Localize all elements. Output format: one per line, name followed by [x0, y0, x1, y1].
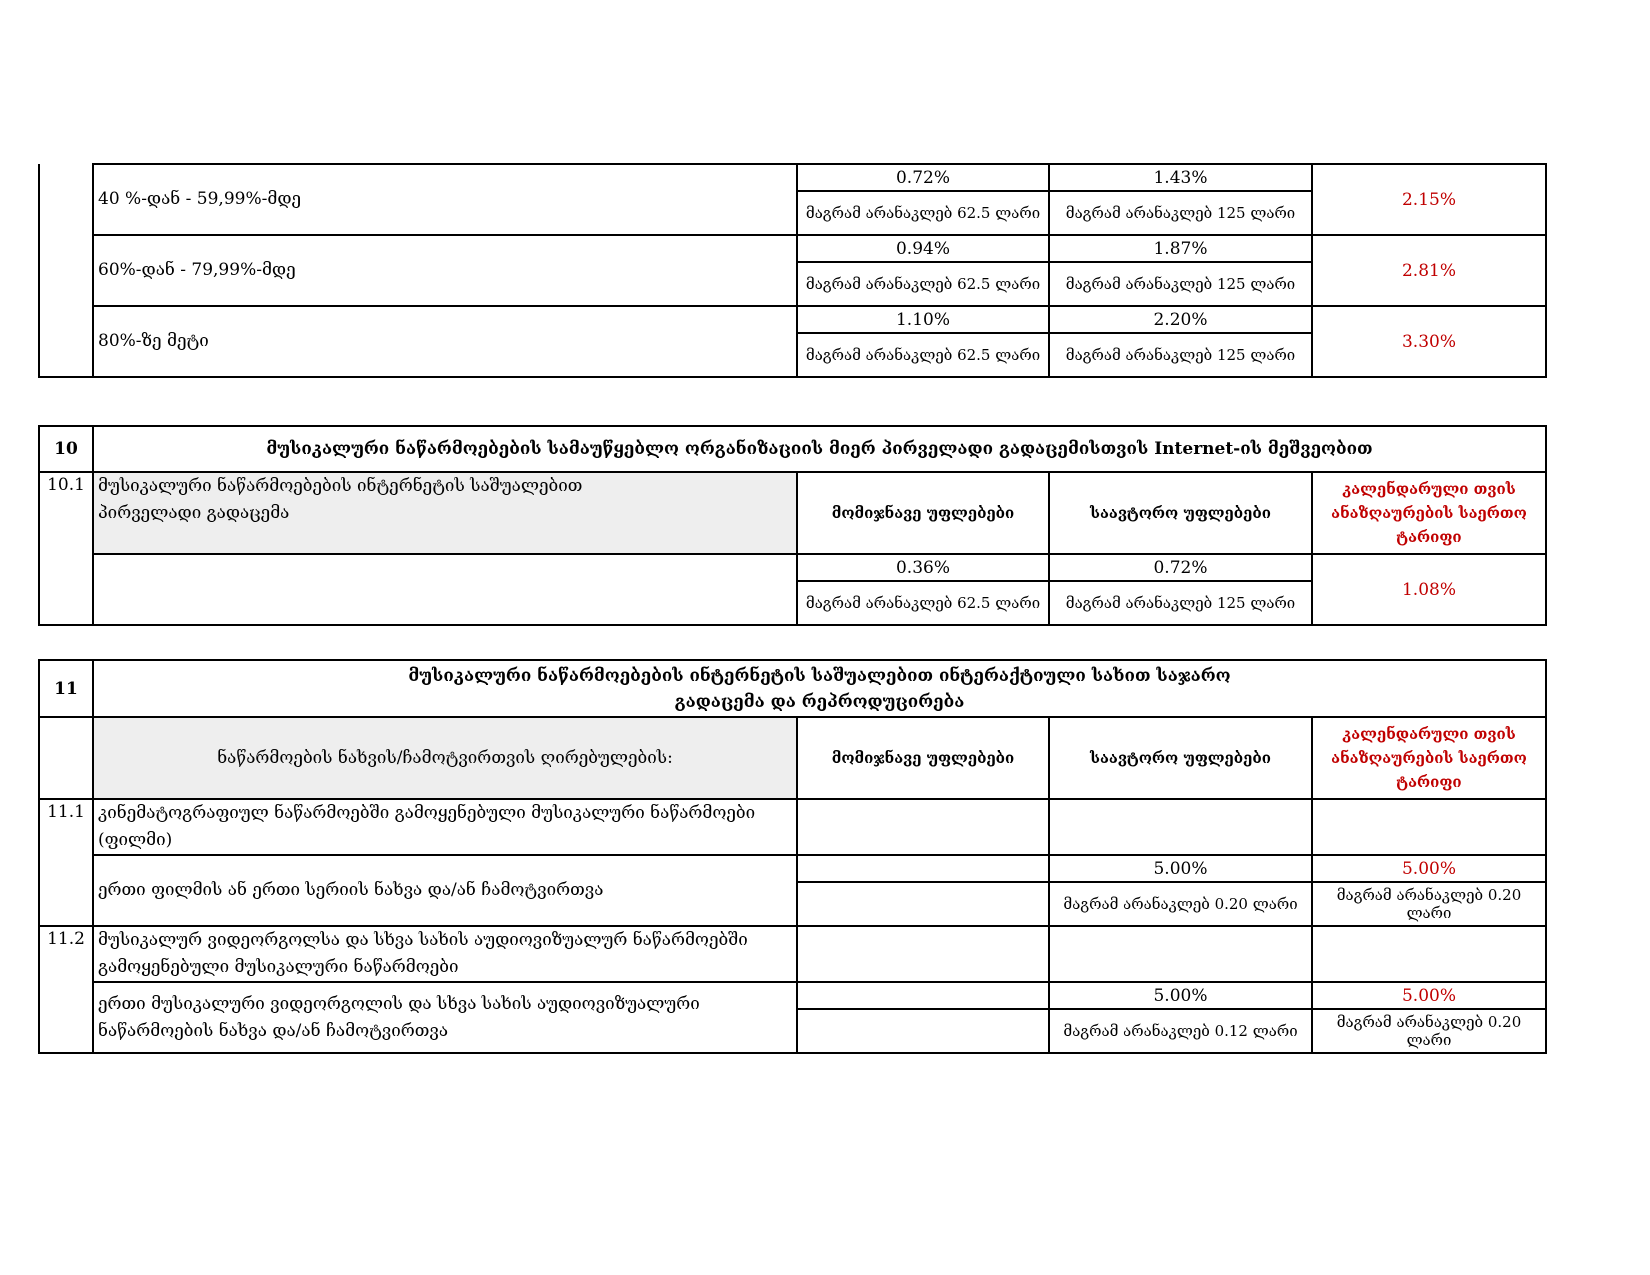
- author-rights-minimum: მაგრამ არანაკლებ 0.20 ლარი: [1049, 882, 1312, 926]
- section-title-line: მუსიკალური ნაწარმოებების ინტერნეტის საშუალებით ინტერაქტიული სახით საჯარო: [408, 665, 1231, 686]
- total-rate: 1.08%: [1312, 554, 1546, 625]
- section-title: მუსიკალური ნაწარმოებების სამაუწყებლო ორგანიზაციის მიერ პირველადი გადაცემისთვის Internet-ის მეშვეობით: [93, 426, 1546, 472]
- subsection-label-line: გამოყენებული მუსიკალური ნაწარმოები: [98, 957, 459, 977]
- section-number: 11: [39, 660, 93, 717]
- author-rights-rate: 2.20%: [1049, 306, 1312, 333]
- empty-number-cell: [39, 717, 93, 799]
- header-related-rights: მომიჯნავე უფლებები: [797, 717, 1049, 799]
- author-rights-minimum: მაგრამ არანაკლებ 0.12 ლარი: [1049, 1009, 1312, 1053]
- related-rights-rate: 0.36%: [797, 554, 1049, 581]
- related-rights-minimum: მაგრამ არანაკლებ 62.5 ლარი: [797, 191, 1049, 235]
- empty-cell: [1049, 799, 1312, 855]
- header-total-tariff: კალენდარული თვის ანაზღაურების საერთო ტარიფი: [1312, 717, 1546, 799]
- subsection-number: 10.1: [39, 472, 93, 625]
- section-number: 10: [39, 426, 93, 472]
- item-label: [93, 982, 797, 1053]
- empty-cell: [797, 982, 1049, 1009]
- author-rights-rate: 5.00%: [1049, 855, 1312, 882]
- empty-cell: [797, 855, 1049, 882]
- author-rights-minimum: მაგრამ არანაკლებ 125 ლარი: [1049, 191, 1312, 235]
- subsection-label-line: კინემატოგრაფიულ ნაწარმოებში გამოყენებული მუსიკალური ნაწარმოები: [98, 803, 756, 823]
- total-rate: 5.00%: [1312, 855, 1546, 882]
- section-10-table: [38, 425, 1547, 626]
- author-rights-rate: 1.87%: [1049, 235, 1312, 262]
- empty-label-cell: [93, 554, 797, 625]
- subsection-label-line: (ფილმი): [98, 830, 173, 850]
- empty-cell: [1049, 926, 1312, 982]
- item-label-line: ერთი მუსიკალური ვიდეორგოლის და სხვა სახის აუდიოვიზუალური: [98, 993, 700, 1014]
- header-total-tariff: კალენდარული თვის ანაზღაურების საერთო ტარიფი: [1312, 472, 1546, 554]
- rates-table-continuation: [38, 163, 1547, 378]
- subsection-label: [93, 926, 797, 982]
- header-author-rights: საავტორო უფლებები: [1049, 717, 1312, 799]
- header-related-rights: მომიჯნავე უფლებები: [797, 472, 1049, 554]
- author-rights-rate: 1.43%: [1049, 164, 1312, 191]
- author-rights-minimum: მაგრამ არანაკლებ 125 ლარი: [1049, 333, 1312, 377]
- item-label: ერთი ფილმის ან ერთი სერიის ნახვა და/ან ჩამოტვირთვა: [93, 855, 797, 926]
- related-rights-rate: 0.94%: [797, 235, 1049, 262]
- related-rights-minimum: მაგრამ არანაკლებ 62.5 ლარი: [797, 262, 1049, 306]
- section-11-table: [38, 659, 1547, 1054]
- subsection-label-line: მუსიკალურ ვიდეორგოლსა და სხვა სახის აუდიოვიზუალურ ნაწარმოებში: [98, 930, 748, 950]
- author-rights-rate: 5.00%: [1049, 982, 1312, 1009]
- subsection-label-line: მუსიკალური ნაწარმოებების ინტერნეტის საშუალებით: [98, 476, 583, 496]
- header-author-rights: საავტორო უფლებები: [1049, 472, 1312, 554]
- total-rate: 2.81%: [1312, 235, 1546, 306]
- author-rights-minimum: მაგრამ არანაკლებ 125 ლარი: [1049, 581, 1312, 625]
- subsection-number: 11.2: [39, 926, 93, 1053]
- section-title-line: გადაცემა და რეპროდუცირება: [674, 691, 965, 712]
- item-label-line: ნაწარმოების ნახვა და/ან ჩამოტვირთვა: [98, 1020, 449, 1041]
- subsection-label-line: პირველადი გადაცემა: [98, 503, 290, 523]
- section-number-cell: [39, 164, 93, 377]
- band-label: 80%-ზე მეტი: [93, 306, 797, 377]
- empty-cell: [797, 1009, 1049, 1053]
- subsection-number: 11.1: [39, 799, 93, 926]
- empty-cell: [1312, 926, 1546, 982]
- subsection-label: [93, 472, 797, 554]
- total-minimum: მაგრამ არანაკლებ 0.20 ლარი: [1312, 882, 1546, 926]
- related-rights-minimum: მაგრამ არანაკლებ 62.5 ლარი: [797, 333, 1049, 377]
- author-rights-rate: 0.72%: [1049, 554, 1312, 581]
- section-title: [93, 660, 1546, 717]
- related-rights-rate: 0.72%: [797, 164, 1049, 191]
- related-rights-minimum: მაგრამ არანაკლებ 62.5 ლარი: [797, 581, 1049, 625]
- total-rate: 2.15%: [1312, 164, 1546, 235]
- empty-cell: [797, 799, 1049, 855]
- band-label: 40 %-დან - 59,99%-მდე: [93, 164, 797, 235]
- total-minimum: მაგრამ არანაკლებ 0.20 ლარი: [1312, 1009, 1546, 1053]
- empty-cell: [797, 882, 1049, 926]
- header-label: ნაწარმოების ნახვის/ჩამოტვირთვის ღირებულების:: [93, 717, 797, 799]
- empty-cell: [1312, 799, 1546, 855]
- subsection-label: [93, 799, 797, 855]
- empty-cell: [797, 926, 1049, 982]
- total-rate: 3.30%: [1312, 306, 1546, 377]
- author-rights-minimum: მაგრამ არანაკლებ 125 ლარი: [1049, 262, 1312, 306]
- band-label: 60%-დან - 79,99%-მდე: [93, 235, 797, 306]
- total-rate: 5.00%: [1312, 982, 1546, 1009]
- related-rights-rate: 1.10%: [797, 306, 1049, 333]
